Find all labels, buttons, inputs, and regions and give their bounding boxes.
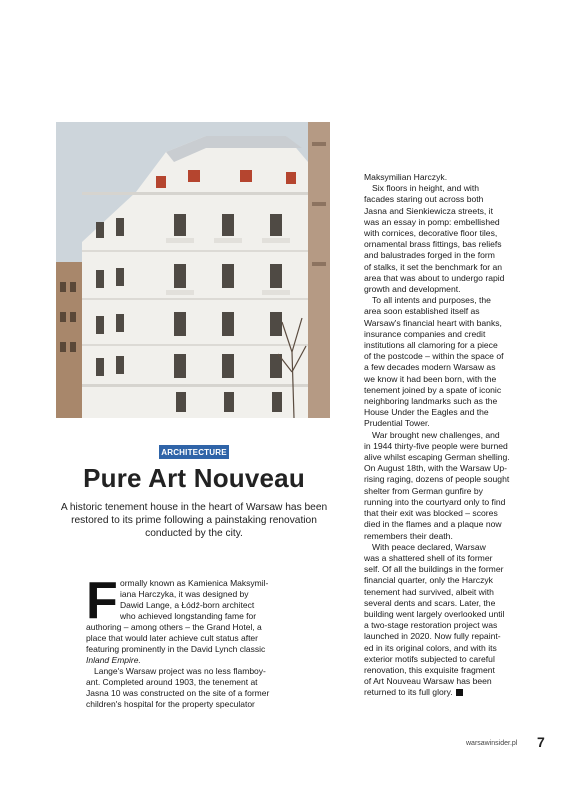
- body-line-last: returned to its full glory.: [364, 687, 530, 698]
- body-line: and balustrades forged in the form: [364, 250, 495, 261]
- body-line: Six floors in height, and with: [372, 183, 480, 194]
- body-line: rising raging, dozens of people sought: [364, 474, 510, 485]
- body-line: who achieved longstanding fame for: [120, 611, 257, 621]
- body-line: running into the courtyard only to find: [364, 496, 506, 507]
- body-line: place that would later achieve cult status after: [86, 633, 258, 643]
- body-line: ant. Completed around 1903, the tenement at: [86, 677, 258, 687]
- body-line: area soon established itself as: [364, 306, 480, 317]
- category-tag: ARCHITECTURE: [159, 445, 229, 459]
- body-line: insurance companies and credit: [364, 328, 486, 339]
- body-line: Dawid Lange, a Łódź-born architect: [120, 600, 255, 610]
- body-line: iana Harczyka, it was designed by: [120, 589, 249, 599]
- body-line: remembers their death.: [364, 530, 453, 541]
- body-line: House Under the Eagles and the: [364, 407, 489, 418]
- body-line: with cornices, decorative floor tiles,: [364, 228, 498, 239]
- page-number: 7: [537, 734, 545, 750]
- drop-cap: F: [86, 572, 118, 630]
- tenement-building-image: [56, 122, 330, 418]
- body-line-italic: Inland Empire.: [86, 655, 141, 665]
- body-line: ed in its original colors, and with its: [364, 642, 497, 653]
- body-line: Warsaw's financial heart with banks,: [364, 317, 502, 328]
- body-line: was a shattered shell of its former: [364, 552, 493, 563]
- body-line: Maksymilian Harczyk.: [364, 172, 448, 182]
- body-line: was an essay in pomp: embellished: [364, 216, 500, 227]
- body-line: Prudential Tower.: [364, 418, 430, 429]
- body-line: Lange's Warsaw project was no less flamboy-: [94, 666, 266, 676]
- body-line: To all intents and purposes, the: [372, 295, 491, 306]
- body-line: On August 18th, with the Warsaw Up-: [364, 463, 507, 474]
- body-line: a two-stage restoration project was: [364, 620, 498, 631]
- body-line: ornamental brass fittings, bas reliefs: [364, 239, 502, 250]
- body-line: building went largely overlooked until: [364, 608, 505, 619]
- body-line: area that was about to undergo rapid: [364, 272, 505, 283]
- building-photo: [56, 122, 330, 418]
- article-headline: Pure Art Nouveau: [83, 463, 305, 493]
- body-line: ormally known as Kamienica Maksymil-: [120, 578, 269, 588]
- body-column-right: [364, 172, 530, 699]
- body-line: of Art Nouveau Warsaw has been: [364, 676, 492, 687]
- body-line: institutions all clamoring for a piece: [364, 340, 498, 351]
- body-line: tenement had survived, albeit with: [364, 586, 494, 597]
- body-line: self. Of all the buildings in the former: [364, 564, 504, 575]
- body-line: renovation, this exquisite fragment: [364, 664, 495, 675]
- body-line: financial quarter, only the Harczyk: [364, 575, 493, 586]
- body-line: tenement joined by a spate of iconic: [364, 384, 502, 395]
- body-line: in 1944 thirty-five people were burned: [364, 440, 508, 451]
- body-line: featuring prominently in the David Lynch classic: [86, 644, 266, 654]
- body-line: authoring – among others – the Grand Hotel, a: [86, 622, 262, 632]
- article-dek: A historic tenement house in the heart of Warsaw has been restored to its prime following a painstaking renovation conducted by the city.: [60, 502, 328, 539]
- body-line: growth and development.: [364, 284, 461, 295]
- body-line: we know it had been born, with the: [364, 373, 497, 384]
- end-of-article-mark: [456, 689, 463, 696]
- body-line: facades staring out across both: [364, 194, 484, 205]
- body-line: of the postcode – within the space of: [364, 351, 504, 362]
- body-line: shelter from German gunfire by: [364, 485, 483, 496]
- body-line: of stalks, it set the benchmark for an: [364, 261, 503, 272]
- body-line: alive whilst escaping German shelling.: [364, 452, 510, 463]
- body-line: died in the flames and a plaque now: [364, 519, 502, 530]
- body-line: several dents and scars. Later, the: [364, 597, 496, 608]
- footer-website: warsawinsider.pl: [466, 740, 518, 747]
- body-line: Jasna and Sienkiewicza streets, it: [364, 205, 493, 216]
- body-line: War brought new challenges, and: [372, 429, 500, 440]
- body-line: With peace declared, Warsaw: [372, 541, 486, 552]
- body-line: exterior motifs subjected to careful: [364, 653, 495, 664]
- body-column-left: [86, 572, 310, 710]
- body-line: that their exit was blocked – scores: [364, 508, 498, 519]
- body-line: a few decades modern Warsaw as: [364, 362, 496, 373]
- body-line: Jasna 10 was constructed on the site of a former: [86, 688, 270, 698]
- body-line: launched in 2020. Now fully repaint-: [364, 631, 501, 642]
- body-line: neighboring landmarks such as the: [364, 396, 498, 407]
- body-line: children's hospital for the property speculator: [86, 699, 255, 709]
